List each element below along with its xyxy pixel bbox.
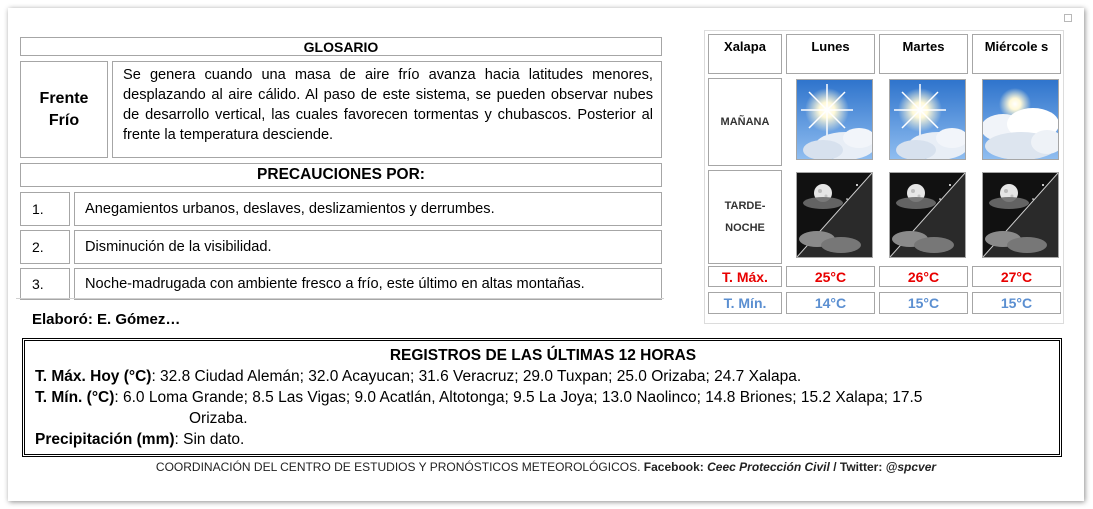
- registers-tmin-line: [35, 387, 1051, 408]
- precaution-number-2: 2.: [20, 230, 70, 264]
- registers-tmax-label: T. Máx. Hoy (°C): [35, 368, 152, 385]
- precaution-number-3: 3.: [20, 268, 70, 300]
- tmax-day-1: 25°C: [786, 266, 875, 287]
- registers-precip-line: [35, 429, 1051, 450]
- registers-precip-label: Precipitación (mm): [35, 431, 175, 448]
- forecast-day-2: Martes: [879, 34, 968, 74]
- section-divider: [16, 298, 664, 299]
- tmin-day-2: 15°C: [879, 292, 968, 314]
- registers-tmin-continuation: Orizaba.: [189, 410, 248, 427]
- precautions-title: PRECAUCIONES POR:: [20, 163, 662, 187]
- glossary-definition: Se genera cuando una masa de aire frío avanza hacia latitudes menores, desplazando al aire cálido. Al paso de este sistema, se pueden observar nubes de desarrollo vertical, las cuales favorecen tormentas y chubascos. Posterior al frente la temperatura desciende.: [112, 61, 662, 158]
- evening-label: [708, 170, 782, 264]
- moon-night-icon: [889, 172, 966, 258]
- footer-org: COORDINACIÓN DEL CENTRO DE ESTUDIOS Y PRONÓSTICOS METEOROLÓGICOS.: [155, 460, 641, 474]
- registers-precip-text: : Sin dato.: [174, 431, 245, 448]
- tmin-day-1: 14°C: [786, 292, 875, 314]
- moon-night-icon: [982, 172, 1059, 258]
- precaution-text-2: Disminución de la visibilidad.: [74, 230, 662, 264]
- footer: [8, 460, 1084, 474]
- glossary-term: [20, 61, 108, 158]
- footer-separator: /: [833, 460, 837, 474]
- registers-tmin-text: : 6.0 Loma Grande; 8.5 Las Vigas; 9.0 Acatlán, Altotonga; 9.5 La Joya; 13.0 Naolinco; 14.8 Briones; 15.2 Xalapa; 17.5: [114, 389, 923, 406]
- tmax-day-3: 27°C: [972, 266, 1061, 287]
- registers-tmin-label: T. Mín. (°C): [35, 389, 115, 406]
- footer-facebook-label: Facebook:: [643, 460, 704, 474]
- cloudy-sun-icon: [982, 79, 1059, 160]
- registers-title: REGISTROS DE LAS ÚLTIMAS 12 HORAS: [389, 347, 697, 364]
- evening-label-line1: TARDE-: [724, 200, 766, 212]
- precaution-text-1: Anegamientos urbanos, deslaves, deslizamientos y derrumbes.: [74, 192, 662, 226]
- footer-twitter-value: @spcver: [885, 460, 937, 474]
- footer-twitter-label: Twitter:: [839, 460, 883, 474]
- registers-tmax-text: : 32.8 Ciudad Alemán; 32.0 Acayucan; 31.6 Veracruz; 29.0 Tuxpan; 25.0 Orizaba; 24.7 Xalapa.: [151, 368, 802, 385]
- page-corner-marker: [1064, 14, 1072, 22]
- moon-night-icon: [796, 172, 873, 258]
- forecast-city: Xalapa: [708, 34, 782, 74]
- forecast-day-1: Lunes: [786, 34, 875, 74]
- tmax-label: T. Máx.: [708, 266, 782, 287]
- precaution-number-1: 1.: [20, 192, 70, 226]
- footer-facebook-value: Ceec Protección Civil: [707, 460, 830, 474]
- registers-tmax-line: [35, 366, 1051, 387]
- sun-cloud-icon: [796, 79, 873, 160]
- tmin-label: T. Mín.: [708, 292, 782, 314]
- registers-box: [22, 338, 1062, 457]
- evening-label-line2: NOCHE: [725, 222, 765, 234]
- morning-label: MAÑANA: [708, 78, 782, 166]
- sun-cloud-icon: [889, 79, 966, 160]
- author-line: Elaboró: E. Gómez…: [32, 311, 181, 328]
- precaution-text-3: Noche-madrugada con ambiente fresco a frío, este último en altas montañas.: [74, 268, 662, 300]
- tmin-day-3: 15°C: [972, 292, 1061, 314]
- forecast-day-3: Miércole s: [972, 34, 1061, 74]
- bulletin-page: [8, 8, 1084, 501]
- glossary-term-line2: Frío: [48, 111, 80, 129]
- glossary-title: GLOSARIO: [20, 37, 662, 56]
- tmax-day-2: 26°C: [879, 266, 968, 287]
- glossary-term-line1: Frente: [39, 89, 89, 107]
